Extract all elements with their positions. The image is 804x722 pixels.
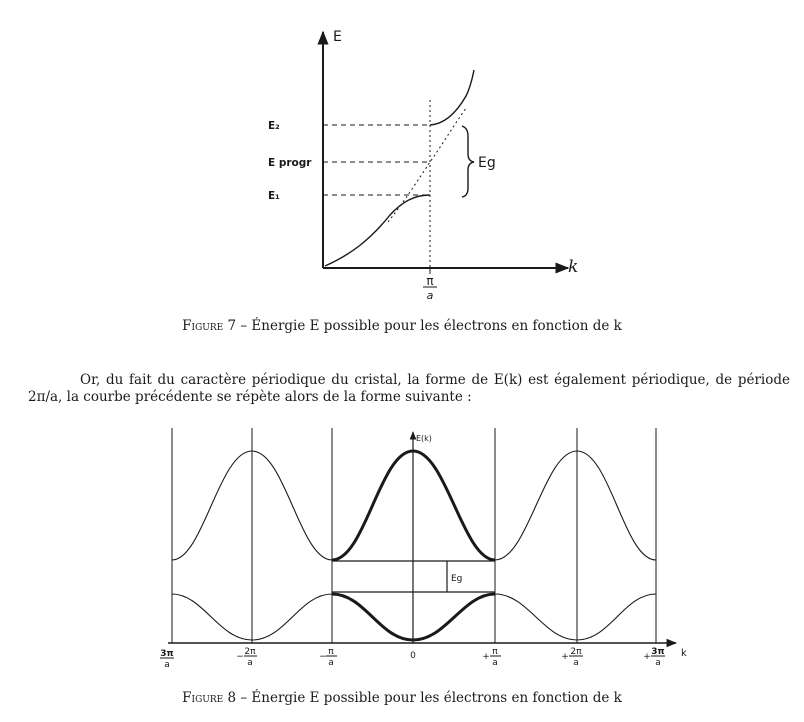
figure-8-caption-prefix: Figure 8	[182, 690, 237, 706]
fig8-tick-m2pi-num: 2π	[244, 647, 256, 657]
fig8-x-axis-label: k	[681, 648, 687, 659]
figure-7-caption	[0, 318, 804, 334]
fig8-tick-p2pi-sign: +	[561, 652, 569, 662]
fig7-tick-pi: π	[426, 274, 434, 288]
fig8-tick-m2pi-sign: −	[236, 652, 244, 662]
figure-8	[168, 428, 676, 643]
body-paragraph-text: Or, du fait du caractère périodique du cristal, la forme de E(k) est également périodique, de période 2π/a, la courbe précédente se répète alors de la forme suivante :	[28, 372, 790, 405]
fig8-tick-ppi-num: π	[492, 647, 498, 657]
fig7-lower-band-curve	[325, 195, 430, 266]
fig8-lower-band	[172, 594, 656, 640]
fig8-tick-ppi-den: a	[492, 658, 498, 668]
fig8-tick-mpi-den: a	[328, 658, 334, 668]
fig7-gap-label: Eg	[478, 155, 496, 171]
figure-8-caption	[0, 690, 804, 706]
fig8-tick-ppi-sign: +	[482, 652, 490, 662]
fig8-tick-mpi-sign: −	[319, 652, 327, 662]
body-paragraph	[28, 372, 790, 406]
fig7-level-upper-label: E₂	[268, 120, 280, 132]
fig8-tick-m3pi-den: a	[164, 660, 170, 670]
fig7-gap-brace	[462, 126, 474, 197]
fig8-y-axis-label: E(k)	[416, 434, 432, 443]
fig7-upper-band-curve	[430, 70, 474, 125]
fig7-tick-a: a	[426, 289, 434, 302]
fig8-tick-labels	[160, 647, 665, 670]
fig8-gap-label: Eg	[451, 574, 463, 584]
fig8-tick-p3pi-num: 3π	[651, 647, 665, 657]
fig7-y-axis-label: E	[333, 29, 342, 45]
figure-7-caption-text: – Énergie E possible pour les électrons en fonction de k	[236, 318, 622, 334]
fig8-tick-p3pi-den: a	[655, 658, 661, 668]
figure-7	[323, 32, 568, 287]
figure-8-caption-text: – Énergie E possible pour les électrons en fonction de k	[236, 690, 622, 706]
fig8-upper-band	[172, 451, 656, 560]
fig7-level-lower-label: E₁	[268, 190, 280, 202]
fig8-tick-p3pi-sign: +	[643, 652, 651, 662]
fig8-tick-m2pi-den: a	[247, 658, 253, 668]
figure-7-caption-prefix: Figure 7	[182, 318, 237, 334]
fig7-x-axis-label: k	[568, 257, 579, 277]
fig8-tick-mpi-num: π	[328, 647, 334, 657]
fig8-tick-zero: 0	[410, 651, 416, 661]
fig7-level-mid-label: E progr	[268, 157, 312, 169]
fig8-tick-p2pi-den: a	[573, 658, 579, 668]
fig8-tick-m3pi-num: 3π	[160, 649, 174, 659]
fig8-tick-p2pi-num: 2π	[570, 647, 582, 657]
